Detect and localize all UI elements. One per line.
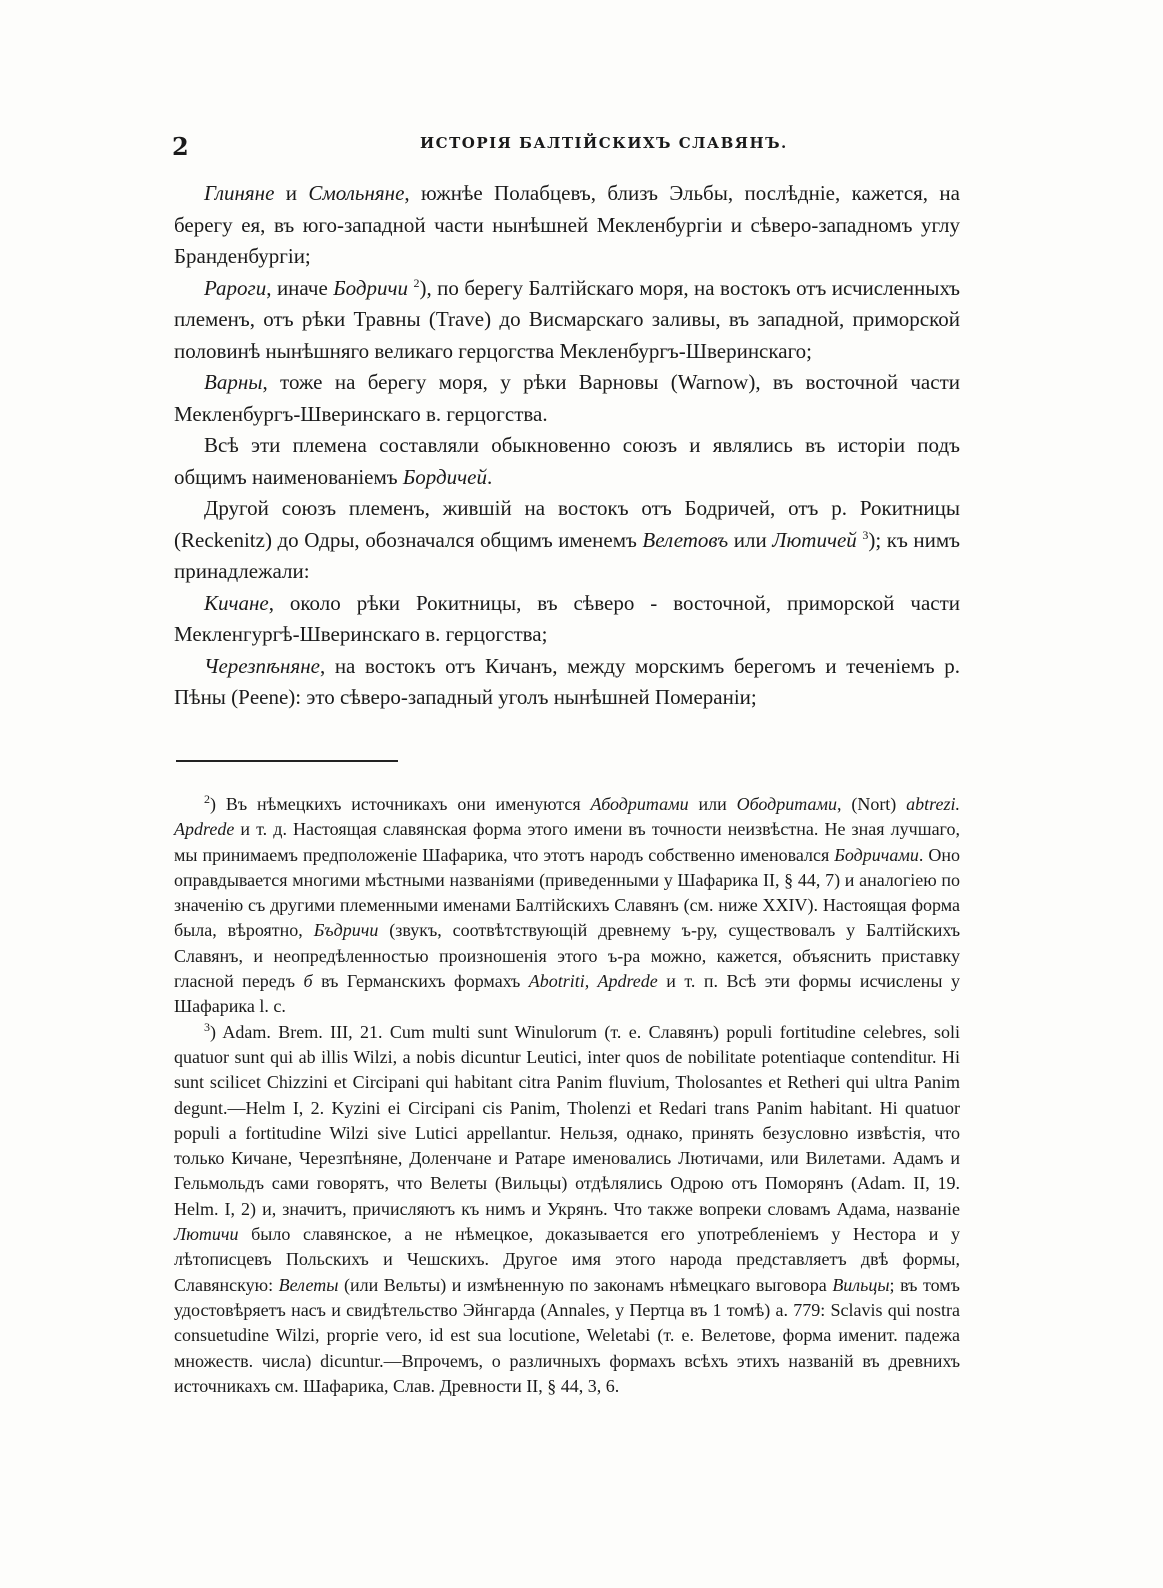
footnote-ref[interactable]: 3 [862, 527, 869, 542]
term: Бодричами [834, 844, 919, 865]
term: Лютичей [772, 527, 857, 552]
text: ), по берегу Балтійскаго моря, на востокъ отъ исчисленныхъ племенъ, отъ рѣки Травны (Trave) до Висмарскаго заливы, въ западной, приморской половинѣ нынѣшняго великаго герцогства Мекленбургъ-Шверинскаго; [174, 275, 961, 363]
term: Лютичи [174, 1224, 239, 1245]
term: Варны [204, 370, 263, 394]
page-number: 2 [172, 132, 189, 161]
footnote-2 [174, 792, 960, 1020]
text: или [728, 527, 773, 552]
term: б [303, 971, 313, 992]
text: (или Вельты) и измѣненную по законамъ нѣмецкаго выговора [338, 1274, 833, 1295]
term: Вильцы [832, 1274, 890, 1295]
paragraph-union-bodrichi [174, 430, 960, 493]
text: ; въ томъ удостовѣряетъ насъ и свидѣтельство Эйнгарда (Annales, у Пертца въ 1 томѣ) a. 779: Sclavis qui nostra consuetudine Wilzi, proprie vero, id est sua locutione, Weletabi (т. е. Велетове, форма именит. падежа множеств. числа) dicuntur.—Впрочемъ, о различныхъ формахъ всѣхъ этихъ названій въ древнихъ источникахъ см. Шафарика, Слав. Древности II, § 44, 3, 6. [174, 1274, 960, 1396]
text: и [274, 181, 309, 205]
term: Бъдричи [313, 920, 379, 941]
paragraph-union-veletov [174, 493, 960, 588]
text: было славянское, а не нѣмецкое, доказывается его употребленіемъ у Нестора и у лѣтописцевъ Польскихъ и Чешскихъ. Другое имя этого народа представляетъ двѣ формы, Славянскую: [174, 1224, 960, 1295]
term: abtrezi. Apdrede [174, 794, 960, 840]
footnotes [174, 792, 960, 1399]
term: Кичане [204, 590, 269, 615]
text: , (Nort) [836, 794, 907, 814]
term: Глиняне [204, 181, 275, 205]
text: въ Германскихъ формахъ [312, 971, 529, 992]
term: Смольняне [308, 181, 405, 205]
text: . Оно оправдывается многими мѣстными названіями (приведенными у Шафарика II, § 44, 7) и аналогіею по значенію съ другими племенными именами Балтійскихъ Славянъ (см. ниже XXIV). Настоящая форма была, вѣроятно, [174, 844, 960, 941]
term: Abotriti, Apdrede [528, 971, 658, 992]
paragraph-varny [174, 367, 960, 430]
text: ); къ нимъ принадлежали: [174, 527, 960, 583]
text: ) Adam. Brem. III, 21. Cum multi sunt Winulorum (т. е. Славянъ) populi fortitudine celebres, soli quatuor sunt qui ab illis Wilzi, a nobis dicuntur Leutici, inter quos de nobilitate potentiaque contenditur. Hi sunt scilicet Chizzini et Circipani qui habitant citra Panim fluvium, Tholosantes et Retheri qui ultra Panim degunt.—Helm I, 2. Kyzini ei Circipani cis Panim, Tholenzi et Redari trans Panim habitant. Hi quatuor populi a fortitudine Wilzi sive Lutici appellantur. Нельзя, однако, принять безусловно извѣстія, что только Кичане, Черезпѣняне, Доленчане и Ратаре именовались Лютичами, или Вилетами. Адамъ и Гельмольдъ сами говорятъ, что Велеты (Вильцы) отдѣлялись Одрою отъ Поморянъ (Adam. II, 19. Helm. I, 2) и, значитъ, причисляютъ къ нимъ и Укрянъ. Что также вопреки словамъ Адама, названіе [174, 1021, 960, 1219]
footnote-mark: 3 [204, 1019, 210, 1034]
text: Другой союзъ племенъ, жившій на востокъ отъ Бодричей, отъ р. Рокитницы (Reckenitz) до Одры, обозначался общимъ именемъ [174, 496, 960, 552]
text: и т. п. Всѣ эти формы исчислены у Шафарика l. c. [174, 971, 960, 1017]
term: Ободритами [736, 794, 837, 814]
text: ) Въ нѣмецкихъ источникахъ они именуются [210, 794, 591, 814]
paragraph-kichane [174, 588, 960, 651]
term: Бордичей [402, 464, 487, 489]
footnote-3 [174, 1020, 960, 1399]
footnote-mark: 2 [204, 792, 210, 806]
text: , южнѣе Полабцевъ, близъ Эльбы, послѣдніе, кажется, на берегу ея, въ юго-западной части нынѣшней Мекленбургіи и сѣверо-западномъ углу Бранденбургіи; [174, 181, 960, 268]
text: или [688, 794, 737, 814]
running-header: ИСТОРІЯ БАЛТІЙСКИХЪ СЛАВЯНЪ. [420, 134, 788, 152]
text: , тоже на берегу моря, у рѣки Варновы (Warnow), въ восточной части Мекленбургъ-Шверинскаго в. герцогства. [174, 370, 960, 426]
footnote-ref[interactable]: 2 [413, 275, 420, 290]
term: Велеты [278, 1274, 339, 1295]
paragraph-rarogi [174, 273, 960, 368]
term: Черезпѣняне [204, 653, 320, 678]
text: . [486, 464, 493, 489]
main-text [174, 178, 960, 714]
footnote-divider [176, 760, 398, 762]
text: (звукъ, соотвѣтствующій древнему ъ-ру, существовалъ у Балтійскихъ Славянъ, и неопредѣленностью произношенія этого ъ-ра можно, кажется, объяснить приставку гласной передъ [174, 920, 961, 992]
term: Велетовъ [642, 527, 729, 552]
term: Абодритами [590, 794, 689, 814]
paragraph-cherezpenyane [174, 651, 960, 714]
text: , около рѣки Рокитницы, въ сѣверо - восточной, приморской части Мекленгургѣ-Шверинскаго в. герцогства; [174, 590, 960, 646]
paragraph-glinyane [174, 178, 960, 273]
text: , иначе [266, 275, 334, 300]
text: , на востокъ отъ Кичанъ, между морскимъ берегомъ и теченіемъ р. Пѣны (Peene): это сѣверо-западный уголъ нынѣшней Помераніи; [174, 653, 960, 709]
text: и т. д. Настоящая славянская форма этого имени въ точности неизвѣстна. Не зная лучшаго, мы принимаемъ предположеніе Шафарика, что этотъ народъ собственно именовался [174, 819, 960, 865]
term: Бодричи [333, 275, 409, 300]
term: Рароги [204, 275, 267, 300]
text: Всѣ эти племена составляли обыкновенно союзъ и являлись въ исторіи подъ общимъ наименованіемъ [174, 433, 960, 489]
